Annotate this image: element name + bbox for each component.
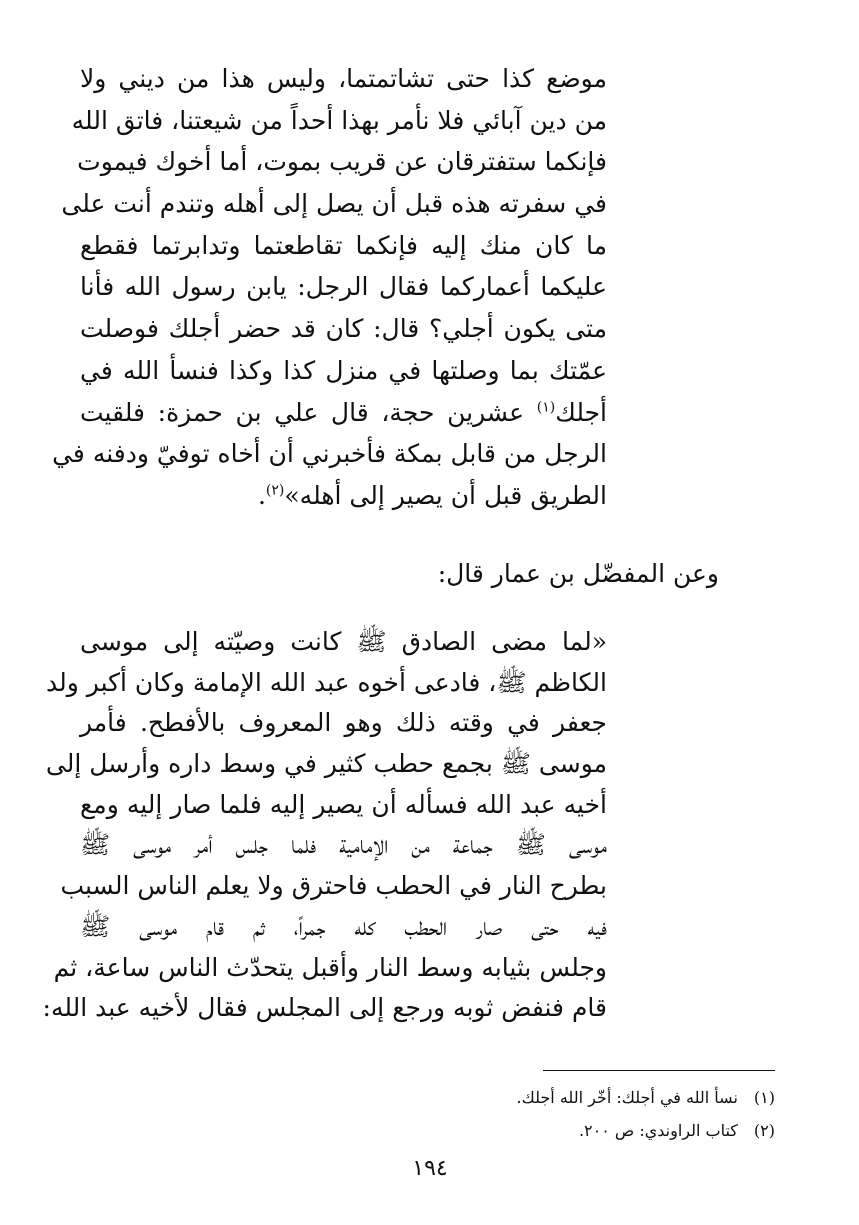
footnote-ref-2[interactable]: (٢) — [265, 482, 285, 499]
text-line: من دين آبائي فلا نأمر بهذا أحداً من شيعتنا، فاتق الله — [71, 105, 607, 135]
text-line: بطرح النار في الحطب فاحترق ولا يعلم الناس السبب — [60, 871, 607, 901]
text-line: وجلس بثيابه وسط النار وأقبل يتحدّث الناس ساعة، ثم — [53, 952, 607, 982]
footnote-number: (٢) — [753, 1121, 775, 1140]
footnote-divider — [543, 1070, 775, 1071]
text-line: الكاظم ﷺ، فادعى أخوه عبد الله الإمامة وكان أكبر ولد — [46, 667, 607, 697]
text-line — [80, 475, 607, 517]
section-intro: وعن المفضّل بن عمار قال: — [437, 559, 719, 588]
text-fragment: . — [257, 480, 266, 510]
footnote-text: نسأ الله في أجلك: أخّر الله أجلك. — [516, 1088, 738, 1107]
text-line: فيه حتى صار الحطب كله جمراً، ثم قام موسى ﷺ — [80, 911, 607, 941]
paragraph-1 — [52, 58, 607, 517]
text-line — [80, 392, 607, 434]
footnotes — [135, 1081, 775, 1147]
text-line: عليكما أعماركما فقال الرجل: يابن رسول الله فأنا — [80, 272, 607, 302]
text-line: أخيه عبد الله فسأله أن يصير إليه فلما صار إليه ومع — [80, 789, 607, 819]
text-line: ما كان منك إليه فإنكما تقاطعتما وتدابرتما فقطع — [80, 230, 607, 260]
text-line: فإنكما ستفترقان عن قريب بموت، أما أخوك فيموت — [77, 147, 607, 177]
paragraph-2 — [42, 622, 607, 1029]
text-line: جعفر في وقته ذلك وهو المعروف بالأفطح. فأمر — [80, 708, 607, 738]
text-line: في سفرته هذه قبل أن يصل إلى أهله وتندم أنت على — [61, 189, 607, 219]
text-fragment: أجلك — [555, 397, 607, 427]
text-line: قام فنفض ثوبه ورجع إلى المجلس فقال لأخيه عبد الله: — [42, 993, 607, 1023]
text-fragment: الطريق قبل أن يصير إلى أهله» — [284, 480, 607, 510]
text-line: عمّتك بما وصلتها في منزل كذا وكذا فنسأ الله في — [80, 355, 607, 385]
footnote-ref-1[interactable]: (١) — [536, 399, 556, 416]
footnote-text: كتاب الراوندي: ص ٢٠٠. — [578, 1121, 738, 1140]
text-line: «لما مضى الصادق ﷺ كانت وصيّته إلى موسى — [80, 627, 607, 656]
footnote-number: (١) — [753, 1088, 775, 1107]
footnote-item — [135, 1081, 775, 1114]
text-line: موسى ﷺ بجمع حطب كثير في وسط داره وأرسل إلى — [45, 749, 607, 779]
footnote-item — [135, 1114, 775, 1147]
text-line: موضع كذا حتى تشاتمتما، وليس هذا من ديني ولا — [80, 64, 607, 93]
page-number: ١٩٤ — [412, 1156, 448, 1181]
text-fragment: عشرين حجة، قال علي بن حمزة: فلقيت — [80, 397, 537, 427]
text-line: موسى ﷺ جماعة من الإمامية فلما جلس أمر موسى ﷺ — [80, 830, 607, 860]
text-line: الرجل من قابل بمكة فأخبرني أن أخاه توفيّ ودفنه في — [52, 439, 607, 469]
text-line: متى يكون أجلي؟ قال: كان قد حضر أجلك فوصلت — [80, 314, 607, 344]
